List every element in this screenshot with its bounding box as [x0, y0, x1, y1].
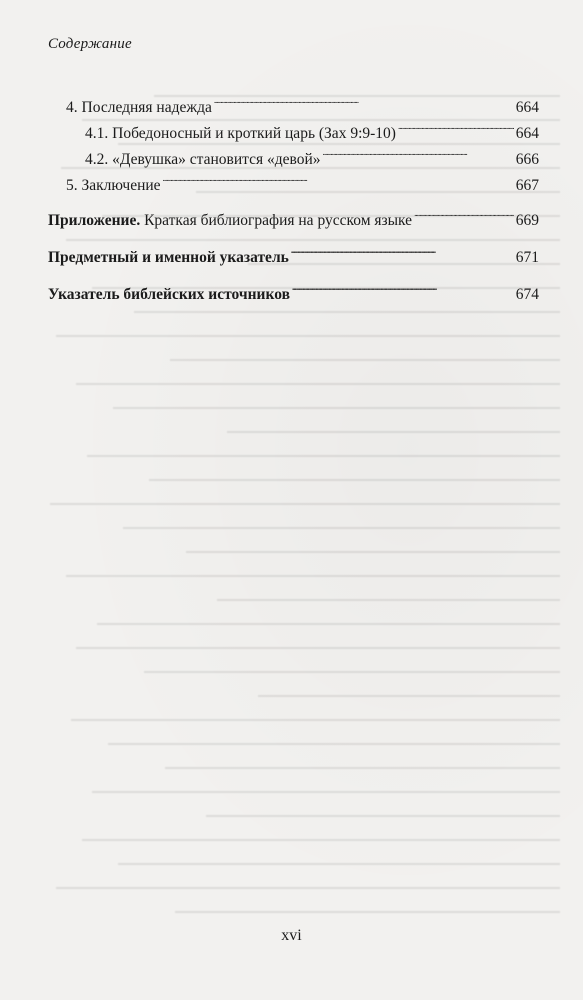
toc-entry-label: 4. Последняя надежда [66, 98, 212, 116]
show-through-line [87, 455, 560, 457]
toc-entry-label-bold: Приложение. [48, 211, 141, 229]
show-through-line [175, 911, 560, 913]
show-through-line [92, 791, 560, 793]
toc-entry[interactable] [48, 122, 539, 148]
table-of-contents [48, 96, 539, 305]
toc-entry-label [48, 210, 412, 231]
toc-entry-appendix[interactable] [48, 209, 539, 231]
page-folio: xvi [281, 927, 302, 944]
show-through-line [82, 839, 560, 841]
toc-entry-scripture-index[interactable] [48, 283, 539, 305]
show-through-line [144, 671, 560, 673]
show-through-line [97, 623, 560, 625]
toc-entry-page: 664 [515, 124, 539, 142]
toc-entry-page: 671 [515, 249, 539, 266]
toc-entry-page: 666 [515, 150, 539, 168]
leader-dots [323, 148, 514, 164]
show-through-line [118, 863, 560, 865]
toc-entry-label: 4.1. Победоносный и кроткий царь (Зах 9:9-10) [85, 124, 396, 142]
toc-entry-label: 4.2. «Девушка» становится «девой» [85, 150, 321, 168]
show-through-line [134, 311, 560, 313]
toc-entry-label-rest: Краткая библиография на русском языке [140, 211, 413, 229]
toc-entry[interactable] [48, 148, 539, 174]
leader-dots [292, 283, 514, 299]
show-through-line [165, 767, 560, 769]
show-through-line [258, 695, 560, 697]
show-through-line [149, 479, 560, 481]
toc-entry-page: 669 [515, 211, 539, 229]
show-through-line [66, 575, 560, 577]
show-through-line [76, 647, 560, 649]
show-through-line [71, 719, 560, 721]
show-through-line [206, 815, 560, 817]
show-through-line [227, 431, 560, 433]
leader-dots [291, 247, 514, 263]
leader-dots [398, 122, 514, 138]
show-through-line [50, 503, 560, 505]
leader-dots [163, 174, 514, 190]
toc-entry-label: 5. Заключение [66, 176, 161, 194]
toc-entry[interactable] [48, 96, 539, 122]
toc-entry-subject-index[interactable] [48, 247, 539, 269]
leader-dots [214, 96, 514, 112]
show-through-line [108, 743, 560, 745]
running-head: Содержание [48, 36, 132, 52]
show-through-line [56, 335, 560, 337]
toc-entry-label: Указатель библейских источников [48, 285, 290, 303]
show-through-line [170, 359, 560, 361]
toc-entry[interactable] [48, 174, 539, 200]
toc-entry-page: 674 [515, 285, 539, 303]
show-through-line [123, 527, 560, 529]
show-through-line [113, 407, 560, 409]
show-through-line [217, 599, 560, 601]
show-through-line [56, 887, 560, 889]
leader-dots [414, 209, 514, 225]
show-through-line [76, 383, 560, 385]
toc-entry-page: 664 [515, 98, 539, 116]
toc-entry-page: 667 [515, 176, 539, 194]
toc-entry-label: Предметный и именной указатель [48, 249, 289, 266]
show-through-line [186, 551, 560, 553]
